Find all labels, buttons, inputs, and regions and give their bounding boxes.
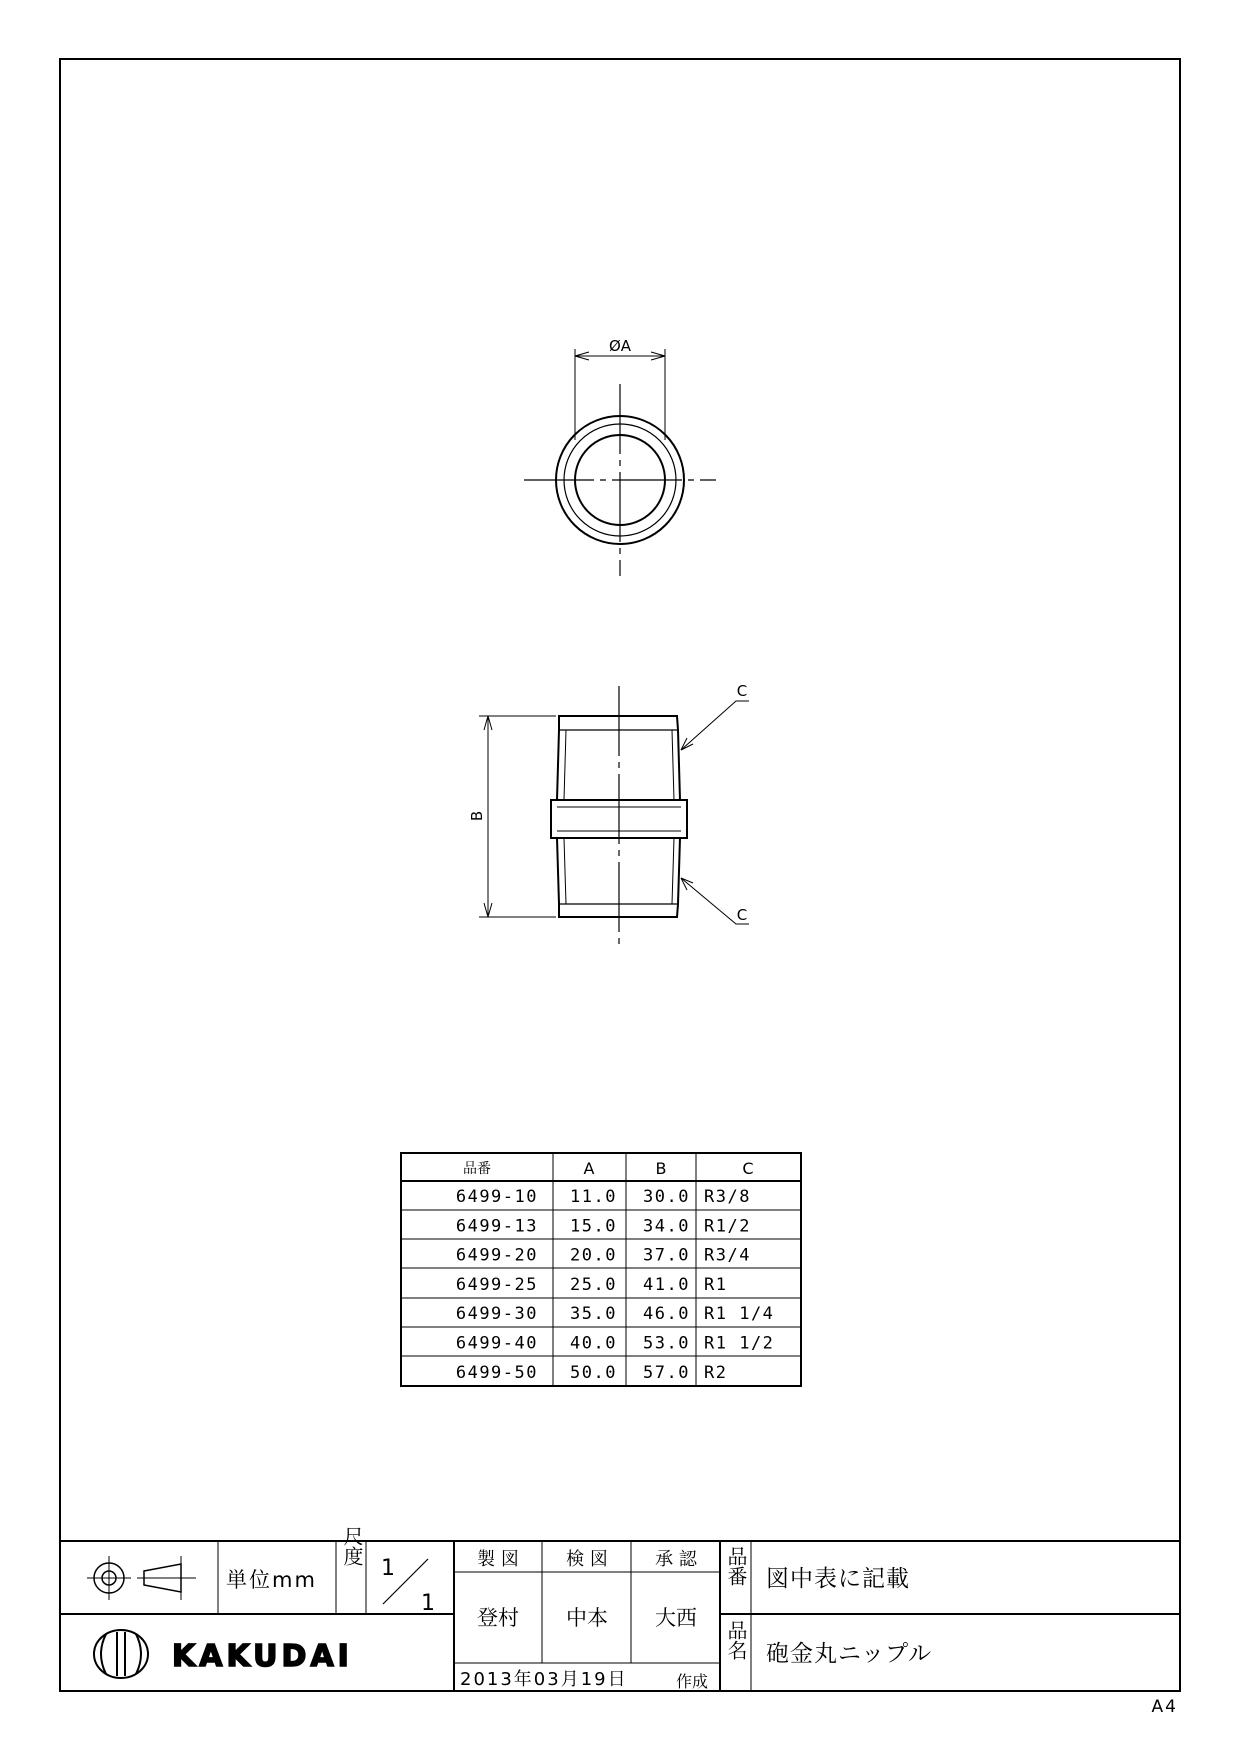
table-cell-part-no: 6499-30 — [455, 1304, 538, 1325]
dimension-label-b: B — [468, 810, 486, 822]
table-body — [456, 1187, 775, 1383]
table-cell-a: 50.0 — [570, 1362, 617, 1383]
table-cell-part-no: 6499-13 — [455, 1216, 538, 1237]
drawn-by: 登村 — [477, 1606, 519, 1630]
table-header-c: C — [742, 1159, 754, 1178]
dimension-table — [401, 1153, 801, 1386]
table-cell-part-no: 6499-10 — [455, 1187, 538, 1207]
callout-label-c-bottom: C — [736, 906, 748, 924]
created-label: 作成 — [676, 1672, 709, 1691]
table-cell-a: 35.0 — [570, 1304, 617, 1325]
table-header-b: B — [655, 1159, 667, 1178]
table-cell-c: R1 — [704, 1274, 728, 1295]
table-cell-b: 41.0 — [643, 1274, 690, 1295]
table-cell-b: 30.0 — [643, 1187, 690, 1207]
checked-label: 検 図 — [566, 1549, 608, 1570]
table-row — [456, 1363, 728, 1383]
part-no-label: 品番 — [724, 1546, 748, 1586]
table-cell-c: R3/4 — [704, 1245, 751, 1266]
drawn-label: 製 図 — [477, 1549, 519, 1570]
table-cell-b: 37.0 — [643, 1245, 690, 1266]
upper-thread-root-right — [672, 730, 674, 800]
table-cell-a: 15.0 — [570, 1216, 617, 1237]
projection-symbol-icon — [87, 1556, 196, 1600]
table-cell-part-no: 6499-25 — [455, 1274, 538, 1295]
part-no-value: 図中表に記載 — [766, 1566, 910, 1592]
approved-label: 承 認 — [655, 1549, 697, 1570]
table-cell-a: 11.0 — [570, 1187, 617, 1207]
table-cell-part-no: 6499-50 — [455, 1362, 538, 1383]
leader-c-top — [681, 701, 749, 750]
table-header-a: A — [583, 1159, 595, 1178]
table-cell-a: 25.0 — [570, 1274, 617, 1295]
unit-label: 単位mm — [226, 1568, 317, 1592]
title-block-text — [172, 1526, 932, 1691]
sheet-size-label: A4 — [1151, 1697, 1178, 1717]
table-header-part-no: 品番 — [463, 1161, 491, 1177]
table-row — [456, 1216, 751, 1236]
scale-label: 尺度 — [340, 1526, 364, 1566]
part-name-value: 砲金丸ニップル — [766, 1641, 933, 1667]
scale-denominator: 1 — [421, 1591, 435, 1616]
table-cell-c: R1 1/4 — [704, 1304, 775, 1325]
top-view — [524, 349, 716, 576]
creation-date: 2013年03月19日 — [460, 1669, 628, 1690]
checked-by: 中本 — [566, 1606, 608, 1630]
upper-thread-root-left — [564, 730, 566, 800]
approved-by: 大西 — [655, 1606, 697, 1630]
table-cell-b: 57.0 — [643, 1362, 690, 1383]
side-view — [479, 686, 749, 946]
table-cell-part-no: 6499-40 — [455, 1333, 538, 1354]
table-cell-c: R2 — [704, 1362, 728, 1383]
table-row — [456, 1275, 728, 1295]
table-cell-b: 46.0 — [643, 1304, 690, 1325]
table-cell-a: 20.0 — [570, 1245, 617, 1266]
table-cell-b: 34.0 — [643, 1216, 690, 1237]
table-cell-part-no: 6499-20 — [455, 1245, 538, 1266]
table-row — [456, 1304, 775, 1324]
part-name-label: 品名 — [724, 1620, 748, 1660]
lower-thread-root-right — [672, 838, 674, 904]
callout-label-c-top: C — [736, 682, 748, 700]
table-row — [456, 1187, 751, 1207]
scale-numerator: 1 — [381, 1556, 395, 1581]
table-cell-c: R3/8 — [704, 1187, 751, 1207]
table-row — [456, 1246, 751, 1266]
lower-thread-root-left — [564, 838, 566, 904]
kakudai-logo-icon — [94, 1630, 148, 1678]
table-cell-a: 40.0 — [570, 1333, 617, 1354]
table-cell-c: R1 1/2 — [704, 1333, 775, 1354]
brand-wordmark: KAKUDAI — [172, 1639, 353, 1674]
table-row — [456, 1334, 775, 1354]
table-cell-b: 53.0 — [643, 1333, 690, 1354]
dimension-label-a: ØA — [608, 337, 632, 355]
table-cell-c: R1/2 — [704, 1216, 751, 1237]
